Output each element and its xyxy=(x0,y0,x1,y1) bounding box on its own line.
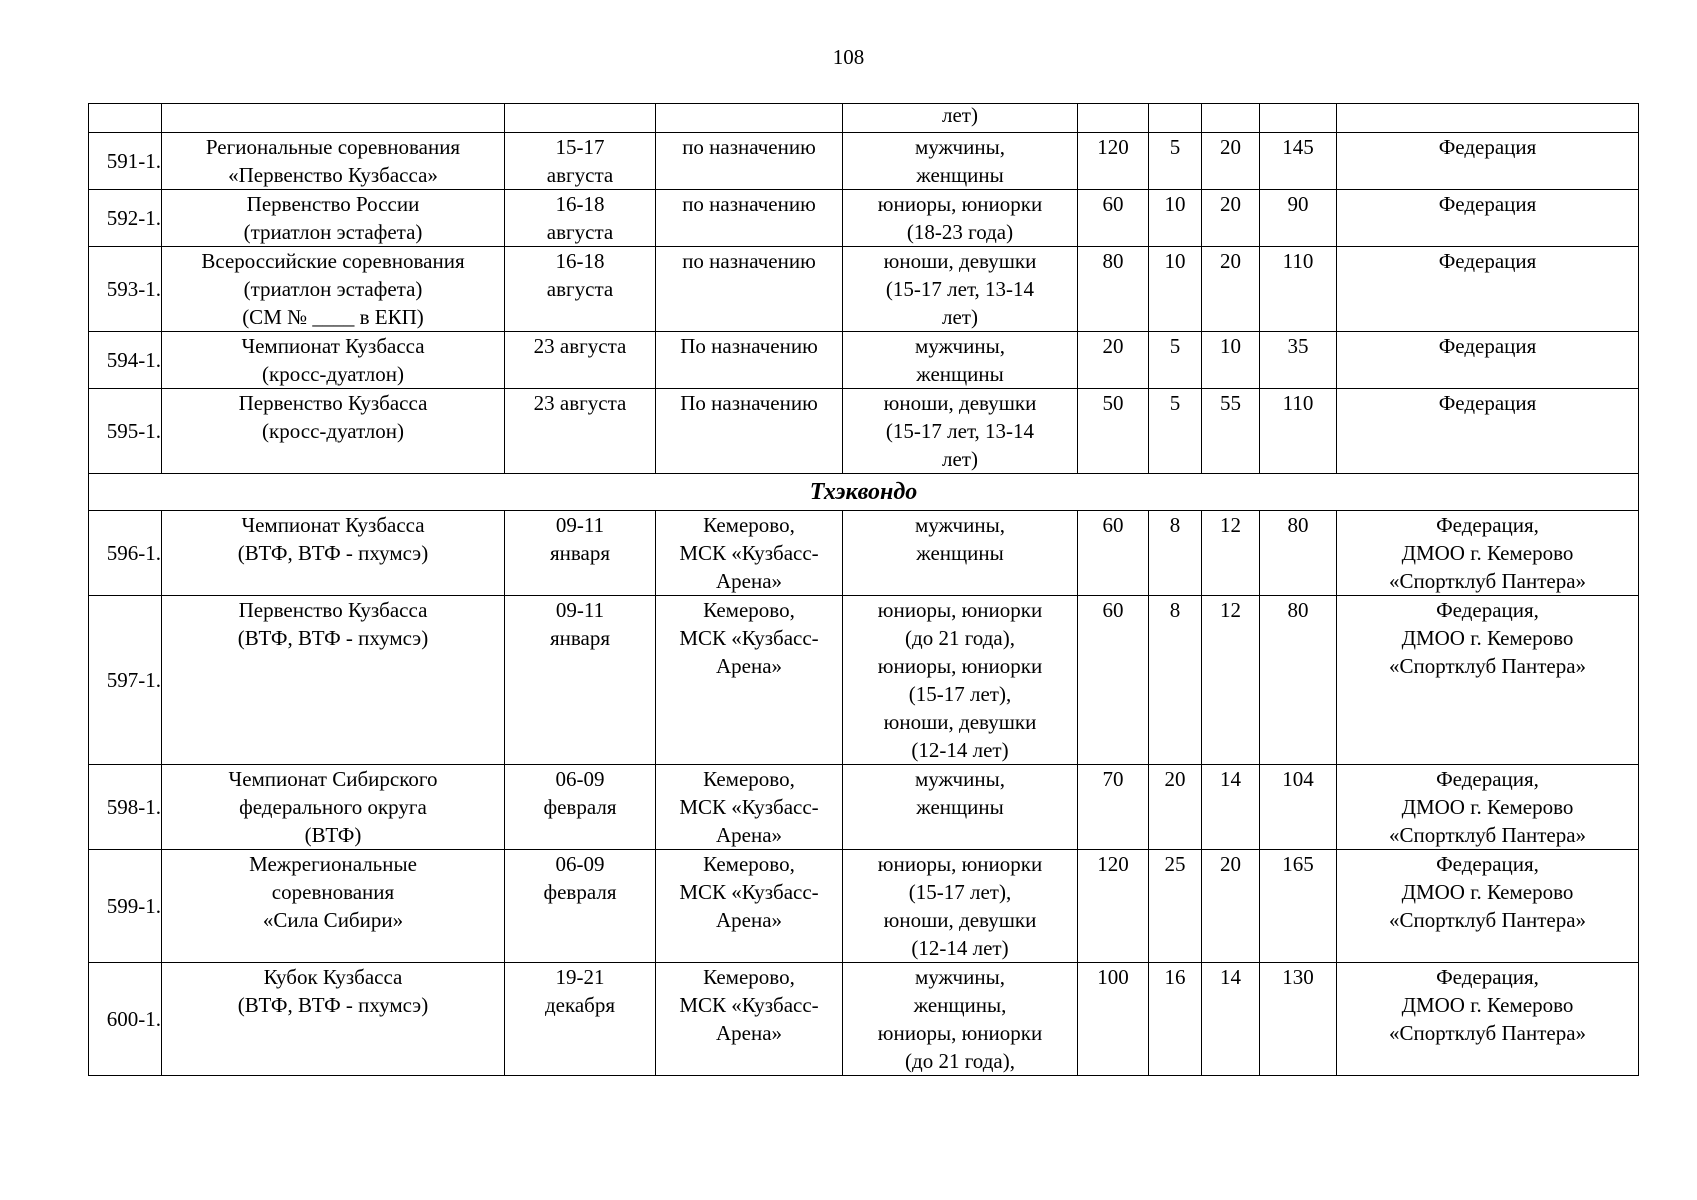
cell-num: 598-1. xyxy=(89,765,162,850)
cell-organizer: Федерация, ДМОО г. Кемерово «Спортклуб Пантера» xyxy=(1337,596,1639,765)
cell-count-1: 60 xyxy=(1078,596,1149,765)
cell-dates: 15-17 августа xyxy=(505,133,656,190)
cell-count-3: 20 xyxy=(1202,247,1260,332)
cell-participants: мужчины, женщины xyxy=(843,765,1078,850)
cell-venue: Кемерово, МСК «Кузбасс- Арена» xyxy=(656,511,843,596)
cell-num: 599-1. xyxy=(89,850,162,963)
cell-count-3: 14 xyxy=(1202,765,1260,850)
cell-venue: Кемерово, МСК «Кузбасс- Арена» xyxy=(656,963,843,1076)
cell-num: 596-1. xyxy=(89,511,162,596)
cell-dates: 16-18 августа xyxy=(505,190,656,247)
table-row xyxy=(89,850,1639,963)
cell-count-total: 104 xyxy=(1260,765,1337,850)
cell-venue: По назначению xyxy=(656,332,843,389)
cell-venue: По назначению xyxy=(656,389,843,474)
cell-event: Региональные соревнования «Первенство Кузбасса» xyxy=(162,133,505,190)
cell-participants: юниоры, юниорки (15-17 лет), юноши, девушки (12-14 лет) xyxy=(843,850,1078,963)
cell-num xyxy=(89,104,162,133)
cell-venue: Кемерово, МСК «Кузбасс- Арена» xyxy=(656,596,843,765)
cell-num: 591-1. xyxy=(89,133,162,190)
cell-organizer: Федерация xyxy=(1337,190,1639,247)
table-row xyxy=(89,596,1639,765)
cell-count-2: 5 xyxy=(1149,332,1202,389)
cell-count-2 xyxy=(1149,104,1202,133)
cell-venue: Кемерово, МСК «Кузбасс- Арена» xyxy=(656,850,843,963)
cell-count-total: 90 xyxy=(1260,190,1337,247)
schedule-table xyxy=(88,103,1639,1076)
cell-count-3: 20 xyxy=(1202,190,1260,247)
cell-organizer: Федерация xyxy=(1337,247,1639,332)
cell-num: 600-1. xyxy=(89,963,162,1076)
cell-count-2: 16 xyxy=(1149,963,1202,1076)
cell-count-2: 20 xyxy=(1149,765,1202,850)
cell-count-total: 80 xyxy=(1260,511,1337,596)
cell-num: 592-1. xyxy=(89,190,162,247)
cell-dates: 23 августа xyxy=(505,389,656,474)
cell-count-2: 10 xyxy=(1149,247,1202,332)
cell-num: 593-1. xyxy=(89,247,162,332)
cell-dates: 09-11 января xyxy=(505,511,656,596)
cell-event: Межрегиональные соревнования «Сила Сибири» xyxy=(162,850,505,963)
cell-count-3: 20 xyxy=(1202,850,1260,963)
cell-count-3: 12 xyxy=(1202,511,1260,596)
cell-organizer: Федерация, ДМОО г. Кемерово «Спортклуб Пантера» xyxy=(1337,850,1639,963)
cell-participants: мужчины, женщины xyxy=(843,133,1078,190)
cell-organizer: Федерация, ДМОО г. Кемерово «Спортклуб Пантера» xyxy=(1337,511,1639,596)
cell-organizer: Федерация, ДМОО г. Кемерово «Спортклуб Пантера» xyxy=(1337,765,1639,850)
cell-event: Чемпионат Кузбасса (ВТФ, ВТФ - пхумсэ) xyxy=(162,511,505,596)
cell-dates: 23 августа xyxy=(505,332,656,389)
cell-participants: юниоры, юниорки (18-23 года) xyxy=(843,190,1078,247)
cell-dates: 06-09 февраля xyxy=(505,850,656,963)
table-row xyxy=(89,389,1639,474)
cell-count-total: 130 xyxy=(1260,963,1337,1076)
cell-count-3 xyxy=(1202,104,1260,133)
cell-count-total: 110 xyxy=(1260,389,1337,474)
cell-venue: по назначению xyxy=(656,133,843,190)
cell-count-3: 10 xyxy=(1202,332,1260,389)
table-row xyxy=(89,133,1639,190)
cell-count-1 xyxy=(1078,104,1149,133)
cell-dates xyxy=(505,104,656,133)
cell-count-1: 100 xyxy=(1078,963,1149,1076)
cell-count-2: 25 xyxy=(1149,850,1202,963)
schedule-body-taekwondo xyxy=(89,511,1639,1076)
cell-participants: мужчины, женщины xyxy=(843,332,1078,389)
continuation-row xyxy=(89,104,1639,133)
table-row xyxy=(89,247,1639,332)
cell-count-3: 55 xyxy=(1202,389,1260,474)
cell-count-1: 20 xyxy=(1078,332,1149,389)
cell-count-2: 8 xyxy=(1149,511,1202,596)
page-number: 108 xyxy=(832,45,865,69)
cell-count-3: 20 xyxy=(1202,133,1260,190)
cell-count-total xyxy=(1260,104,1337,133)
cell-event: Чемпионат Сибирского федерального округа (ВТФ) xyxy=(162,765,505,850)
cell-participants: юноши, девушки (15-17 лет, 13-14 лет) xyxy=(843,389,1078,474)
cell-dates: 09-11 января xyxy=(505,596,656,765)
cell-num: 595-1. xyxy=(89,389,162,474)
cell-organizer: Федерация xyxy=(1337,389,1639,474)
cell-count-2: 8 xyxy=(1149,596,1202,765)
cell-count-total: 80 xyxy=(1260,596,1337,765)
table-row xyxy=(89,190,1639,247)
cell-count-2: 10 xyxy=(1149,190,1202,247)
cell-participants: юниоры, юниорки (до 21 года), юниоры, юниорки (15-17 лет), юноши, девушки (12-14 лет) xyxy=(843,596,1078,765)
cell-count-2: 5 xyxy=(1149,133,1202,190)
cell-dates: 19-21 декабря xyxy=(505,963,656,1076)
table-row xyxy=(89,511,1639,596)
cell-count-1: 60 xyxy=(1078,190,1149,247)
cell-count-total: 165 xyxy=(1260,850,1337,963)
cell-venue: Кемерово, МСК «Кузбасс- Арена» xyxy=(656,765,843,850)
cell-participants: лет) xyxy=(843,104,1078,133)
cell-event xyxy=(162,104,505,133)
table-row xyxy=(89,963,1639,1076)
cell-venue: по назначению xyxy=(656,190,843,247)
cell-count-total: 110 xyxy=(1260,247,1337,332)
cell-organizer: Федерация xyxy=(1337,332,1639,389)
cell-venue: по назначению xyxy=(656,247,843,332)
cell-event: Первенство Кузбасса (ВТФ, ВТФ - пхумсэ) xyxy=(162,596,505,765)
cell-dates: 06-09 февраля xyxy=(505,765,656,850)
cell-count-3: 14 xyxy=(1202,963,1260,1076)
cell-event: Первенство России (триатлон эстафета) xyxy=(162,190,505,247)
cell-count-total: 35 xyxy=(1260,332,1337,389)
table-row xyxy=(89,332,1639,389)
cell-count-1: 60 xyxy=(1078,511,1149,596)
cell-count-2: 5 xyxy=(1149,389,1202,474)
section-header-group xyxy=(89,474,1639,511)
cell-participants: юноши, девушки (15-17 лет, 13-14 лет) xyxy=(843,247,1078,332)
cell-event: Первенство Кузбасса (кросс-дуатлон) xyxy=(162,389,505,474)
cell-count-1: 70 xyxy=(1078,765,1149,850)
cell-event: Кубок Кузбасса (ВТФ, ВТФ - пхумсэ) xyxy=(162,963,505,1076)
cell-num: 594-1. xyxy=(89,332,162,389)
cell-count-total: 145 xyxy=(1260,133,1337,190)
cell-venue xyxy=(656,104,843,133)
cell-num: 597-1. xyxy=(89,596,162,765)
cell-organizer: Федерация, ДМОО г. Кемерово «Спортклуб Пантера» xyxy=(1337,963,1639,1076)
cell-event: Чемпионат Кузбасса (кросс-дуатлон) xyxy=(162,332,505,389)
cell-participants: мужчины, женщины xyxy=(843,511,1078,596)
cell-count-1: 80 xyxy=(1078,247,1149,332)
cell-dates: 16-18 августа xyxy=(505,247,656,332)
section-title: Тхэквондо xyxy=(89,474,1639,511)
cell-event: Всероссийские соревнования (триатлон эстафета) (СМ № ____ в ЕКП) xyxy=(162,247,505,332)
cell-count-1: 120 xyxy=(1078,133,1149,190)
cell-count-1: 50 xyxy=(1078,389,1149,474)
cell-count-3: 12 xyxy=(1202,596,1260,765)
section-header-row xyxy=(89,474,1639,511)
schedule-body-triathlon xyxy=(89,104,1639,474)
cell-organizer xyxy=(1337,104,1639,133)
cell-organizer: Федерация xyxy=(1337,133,1639,190)
cell-count-1: 120 xyxy=(1078,850,1149,963)
table-row xyxy=(89,765,1639,850)
cell-participants: мужчины, женщины, юниоры, юниорки (до 21 года), xyxy=(843,963,1078,1076)
